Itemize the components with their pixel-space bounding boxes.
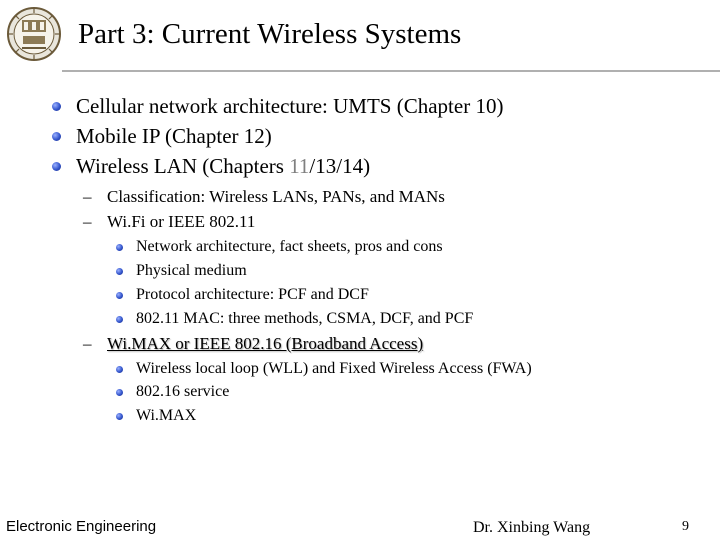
bullet-icon	[52, 102, 61, 111]
page-number: 9	[682, 519, 689, 534]
bullet-icon	[52, 162, 61, 171]
footer-author: Dr. Xinbing Wang	[473, 519, 591, 536]
bullet-icon	[116, 268, 123, 275]
bullet-text-post: /13/14)	[309, 154, 371, 178]
title-divider	[62, 70, 720, 72]
university-seal-icon	[6, 6, 62, 62]
bullet-text	[76, 154, 370, 179]
bullet-icon	[116, 413, 123, 420]
detail-text: Protocol architecture: PCF and DCF	[136, 286, 369, 303]
footer-department: Electronic Engineering	[6, 518, 157, 535]
detail-text: Wireless local loop (WLL) and Fixed Wireless Access (FWA)	[136, 360, 532, 377]
detail-text: 802.16 service	[136, 383, 230, 400]
bullet-icon	[116, 366, 123, 373]
bullet-icon	[116, 389, 123, 396]
sub-item-text: Wi.Fi or IEEE 802.11	[107, 212, 256, 231]
dash-marker: –	[83, 334, 92, 353]
bullet-text: Cellular network architecture: UMTS (Chapter 10)	[76, 94, 504, 118]
bullet-icon	[52, 132, 61, 141]
bullet-icon	[116, 292, 123, 299]
bullet-text-pre: Wireless LAN (Chapters	[76, 154, 290, 178]
dash-marker: –	[83, 212, 92, 231]
detail-text: Physical medium	[136, 262, 247, 279]
bullet-icon	[116, 316, 123, 323]
bullet-icon	[116, 244, 123, 251]
slide-title: Part 3: Current Wireless Systems	[78, 18, 462, 50]
sub-item-text: Wi.MAX or IEEE 802.16 (Broadband Access)	[107, 334, 424, 353]
sub-item-text: Classification: Wireless LANs, PANs, and MANs	[107, 187, 445, 206]
chapter-highlight: 11	[289, 154, 310, 178]
detail-text: Wi.MAX	[136, 407, 197, 424]
bullet-text: Mobile IP (Chapter 12)	[76, 124, 272, 148]
detail-text: Network architecture, fact sheets, pros and cons	[136, 238, 443, 255]
dash-marker: –	[83, 187, 92, 206]
detail-text: 802.11 MAC: three methods, CSMA, DCF, and PCF	[136, 310, 474, 327]
